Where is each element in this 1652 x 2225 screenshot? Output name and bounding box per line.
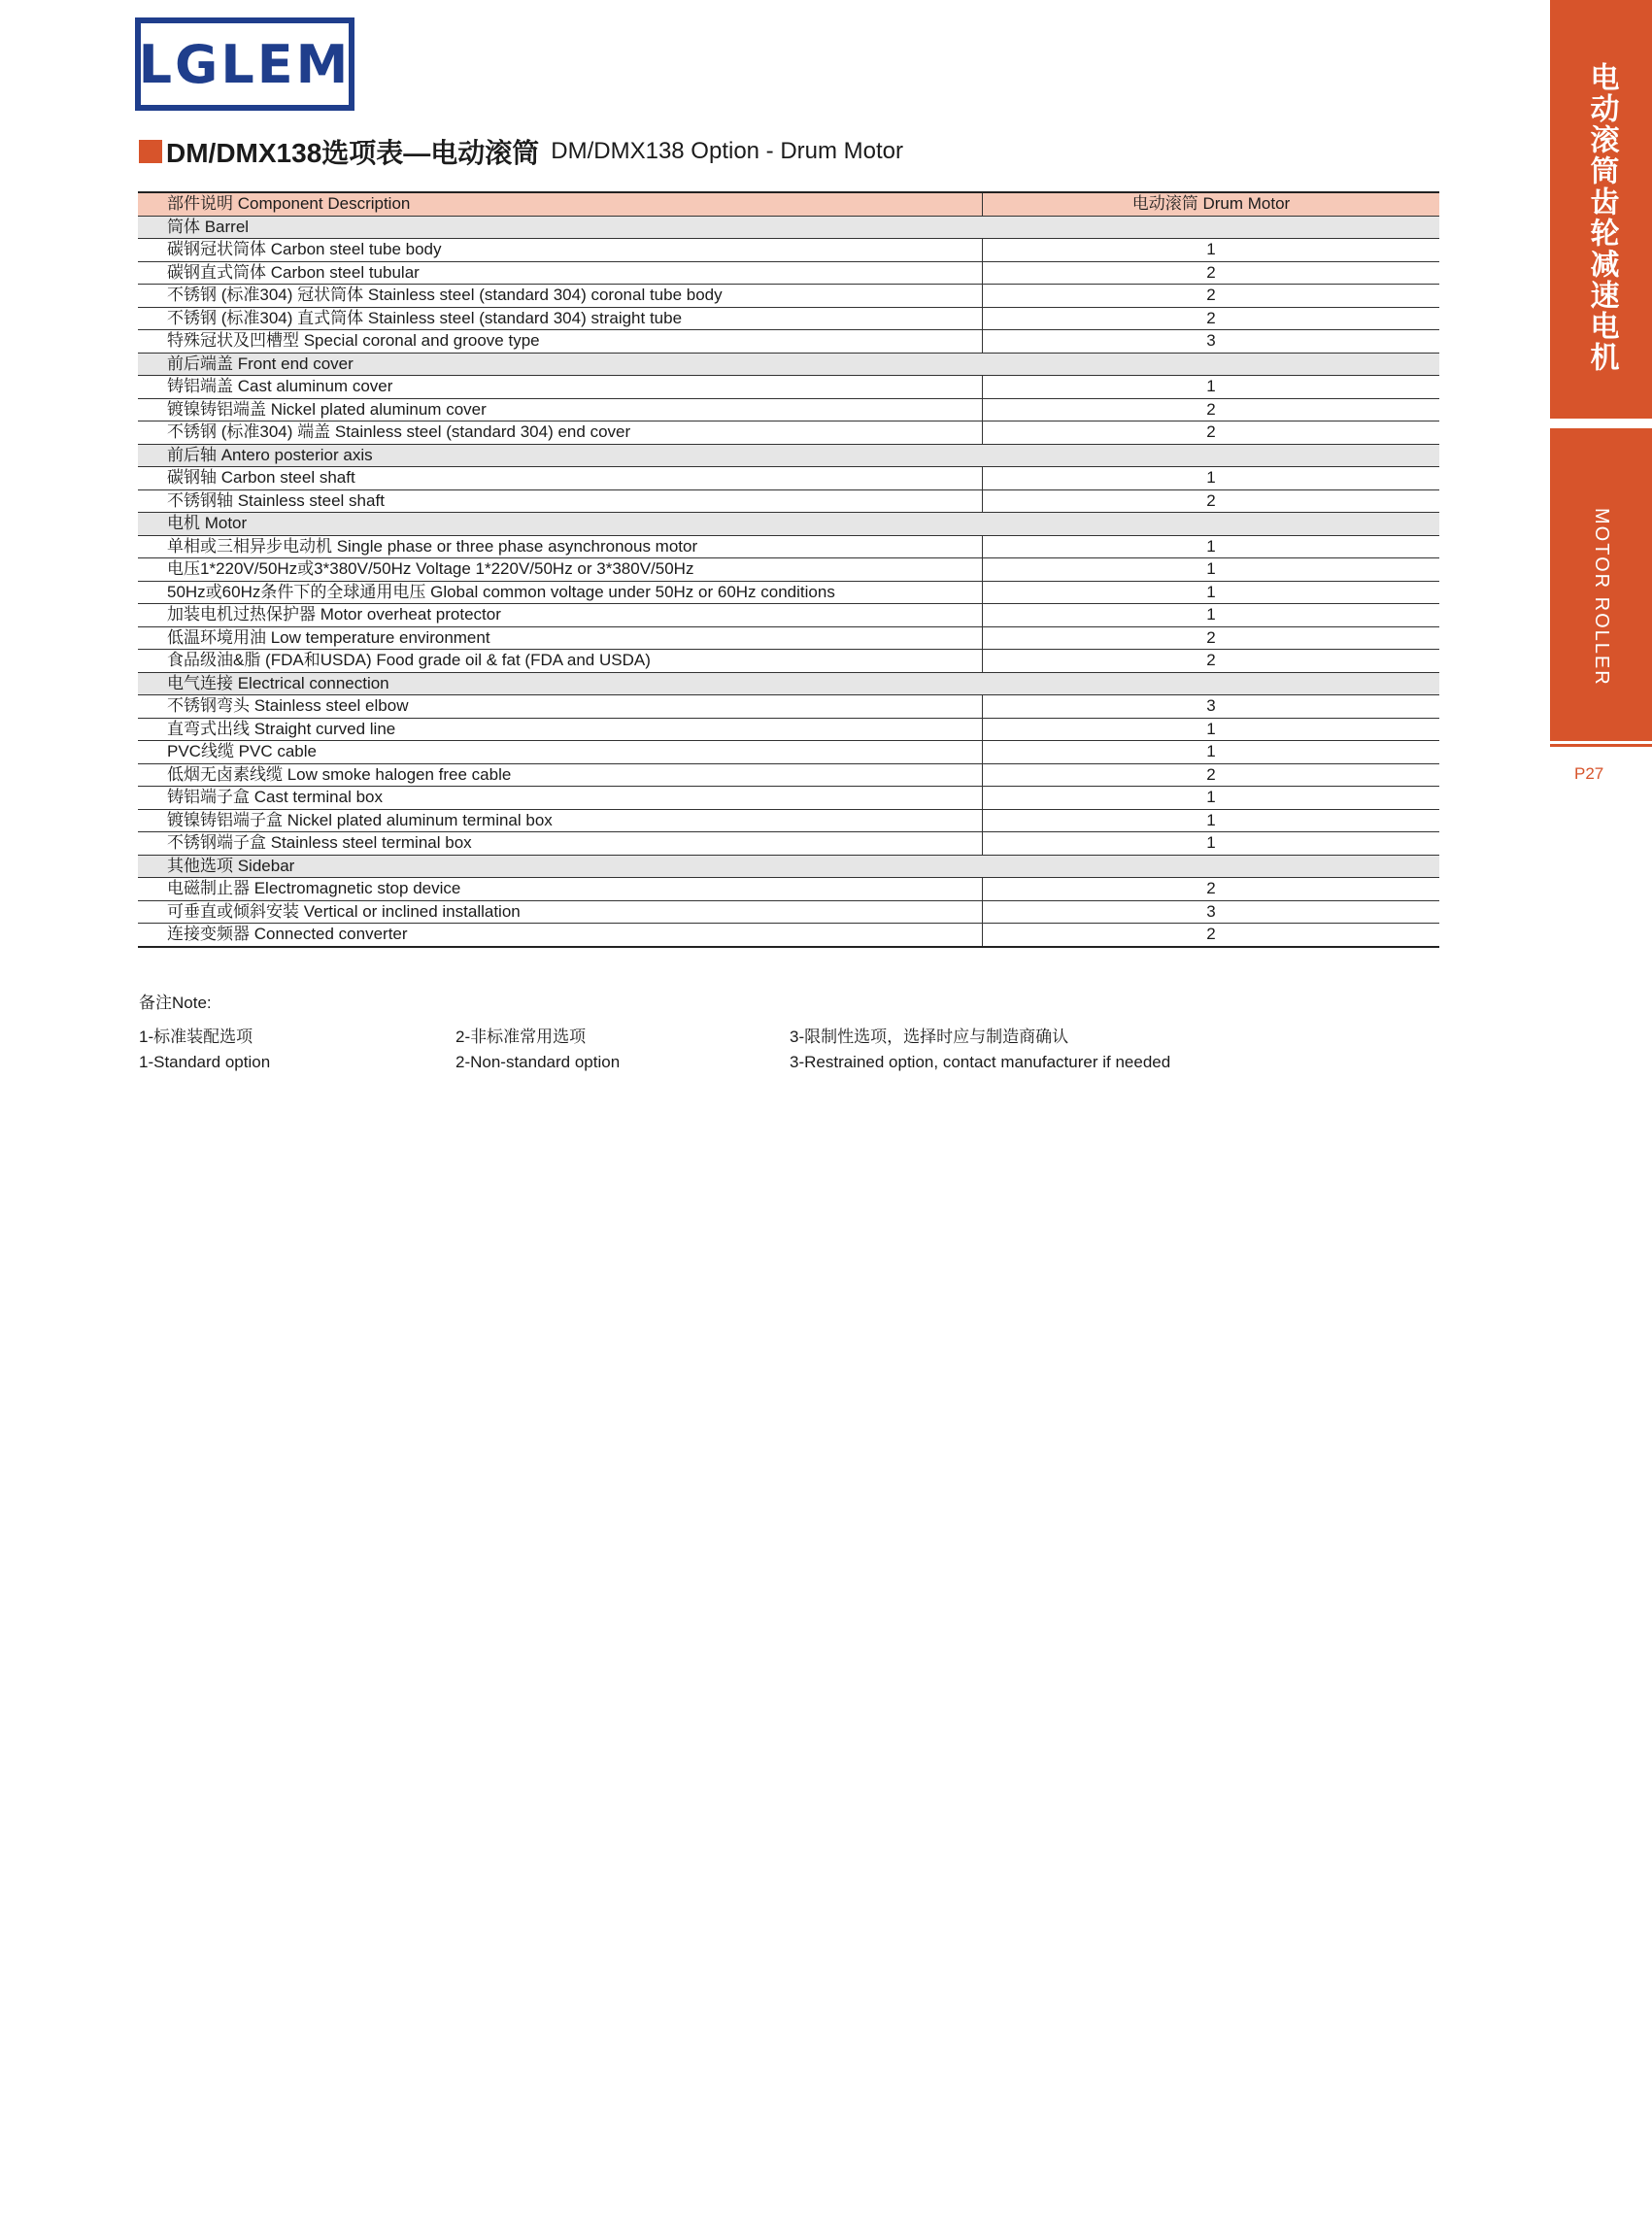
table-row [138,307,1439,330]
section-label: 其他选项 Sidebar [138,855,1439,878]
component-description: 直弯式出线 Straight curved line [138,718,983,741]
table-row [138,604,1439,627]
component-description: 不锈钢 (标准304) 端盖 Stainless steel (standard 304) end cover [138,421,983,445]
option-level: 1 [983,832,1440,856]
option-level: 2 [983,924,1440,947]
option-level: 1 [983,558,1440,582]
component-description: 不锈钢 (标准304) 直式筒体 Stainless steel (standard 304) straight tube [138,307,983,330]
sidebar-chinese-title: 电动滚筒齿轮减速电机 [1585,62,1618,373]
table-row [138,398,1439,421]
component-description: 不锈钢弯头 Stainless steel elbow [138,695,983,719]
table-row [138,239,1439,262]
section-label: 电机 Motor [138,513,1439,536]
component-description: 碳钢冠状筒体 Carbon steel tube body [138,239,983,262]
title-chinese: DM/DMX138选项表—电动滚筒 [166,138,540,168]
table-row [138,741,1439,764]
notes-row-cn [139,1023,1069,1053]
option-level: 2 [983,650,1440,673]
table-header-row [138,192,1439,216]
header-drum-motor: 电动滚筒 Drum Motor [983,192,1440,216]
notes-section [139,989,1171,1083]
section-label: 筒体 Barrel [138,216,1439,239]
table-row [138,809,1439,832]
component-description: 铸铝端子盒 Cast terminal box [138,787,983,810]
table-row [138,832,1439,856]
note-standard-cn: 1-标准装配选项 [139,1028,253,1046]
options-table [138,191,1439,948]
option-level: 1 [983,581,1440,604]
table-row [138,718,1439,741]
table-section-row [138,353,1439,376]
section-label: 前后端盖 Front end cover [138,353,1439,376]
company-logo: LGLEM [135,17,354,111]
table-section-row [138,513,1439,536]
section-label: 电气连接 Electrical connection [138,672,1439,695]
component-description: 50Hz或60Hz条件下的全球通用电压 Global common voltage under 50Hz or 60Hz conditions [138,581,983,604]
component-description: 电压1*220V/50Hz或3*380V/50Hz Voltage 1*220V/50Hz or 3*380V/50Hz [138,558,983,582]
table-row [138,467,1439,490]
table-row [138,924,1439,947]
option-level: 1 [983,718,1440,741]
component-description: 镀镍铸铝端子盒 Nickel plated aluminum terminal box [138,809,983,832]
table-row [138,330,1439,354]
sidebar-category-tab [1550,0,1652,422]
table-section-row [138,444,1439,467]
option-level: 1 [983,741,1440,764]
option-level: 2 [983,878,1440,901]
option-level: 2 [983,421,1440,445]
component-description: 不锈钢轴 Stainless steel shaft [138,489,983,513]
table-row [138,581,1439,604]
option-level: 2 [983,261,1440,285]
component-description: 可垂直或倾斜安装 Vertical or inclined installation [138,900,983,924]
component-description: 单相或三相异步电动机 Single phase or three phase asynchronous motor [138,535,983,558]
option-level: 1 [983,239,1440,262]
option-level: 1 [983,535,1440,558]
option-level: 2 [983,307,1440,330]
component-description: 特殊冠状及凹槽型 Special coronal and groove type [138,330,983,354]
notes-title: 备注Note: [139,994,212,1012]
option-level: 2 [983,489,1440,513]
table-row [138,626,1439,650]
note-restrained-cn: 3-限制性选项，选择时应与制造商确认 [790,1028,1069,1046]
option-level: 1 [983,376,1440,399]
component-description: 连接变频器 Connected converter [138,924,983,947]
table-row [138,650,1439,673]
table-row [138,695,1439,719]
note-standard-en: 1-Standard option [139,1053,271,1071]
note-restrained-en: 3-Restrained option, contact manufacturer if needed [790,1053,1171,1071]
option-level: 2 [983,763,1440,787]
option-level: 1 [983,787,1440,810]
table-row [138,376,1439,399]
option-level: 2 [983,285,1440,308]
component-description: 碳钢直式筒体 Carbon steel tubular [138,261,983,285]
component-description: 电磁制止器 Electromagnetic stop device [138,878,983,901]
table-row [138,285,1439,308]
option-level: 1 [983,809,1440,832]
page-number: P27 [1574,764,1604,783]
title-square-icon [139,140,162,163]
component-description: 低烟无卤素线缆 Low smoke halogen free cable [138,763,983,787]
option-level: 1 [983,604,1440,627]
option-level: 2 [983,626,1440,650]
component-description: 镀镍铸铝端盖 Nickel plated aluminum cover [138,398,983,421]
option-level: 1 [983,467,1440,490]
table-row [138,900,1439,924]
table-row [138,787,1439,810]
table-row [138,558,1439,582]
table-row [138,421,1439,445]
component-description: 碳钢轴 Carbon steel shaft [138,467,983,490]
note-nonstandard-cn: 2-非标准常用选项 [455,1028,587,1046]
table-section-row [138,672,1439,695]
note-nonstandard-en: 2-Non-standard option [455,1053,621,1071]
option-level: 3 [983,900,1440,924]
table-section-row [138,216,1439,239]
option-level: 2 [983,398,1440,421]
table-section-row [138,855,1439,878]
table-row [138,878,1439,901]
title-english: DM/DMX138 Option - Drum Motor [551,138,904,164]
table-row [138,489,1439,513]
component-description: PVC线缆 PVC cable [138,741,983,764]
sidebar-divider [1550,744,1652,747]
page-title [139,132,903,171]
sidebar-english-title: MOTOR ROLLER [1591,508,1612,687]
notes-row-en [139,1053,1171,1083]
sidebar-section-tab [1550,428,1652,741]
table-row [138,535,1439,558]
component-description: 食品级油&脂 (FDA和USDA) Food grade oil & fat (FDA and USDA) [138,650,983,673]
component-description: 铸铝端盖 Cast aluminum cover [138,376,983,399]
component-description: 加装电机过热保护器 Motor overheat protector [138,604,983,627]
component-description: 不锈钢端子盒 Stainless steel terminal box [138,832,983,856]
section-label: 前后轴 Antero posterior axis [138,444,1439,467]
option-level: 3 [983,695,1440,719]
header-description: 部件说明 Component Description [138,192,983,216]
option-level: 3 [983,330,1440,354]
component-description: 不锈钢 (标准304) 冠状筒体 Stainless steel (standard 304) coronal tube body [138,285,983,308]
table-row [138,763,1439,787]
component-description: 低温环境用油 Low temperature environment [138,626,983,650]
table-row [138,261,1439,285]
